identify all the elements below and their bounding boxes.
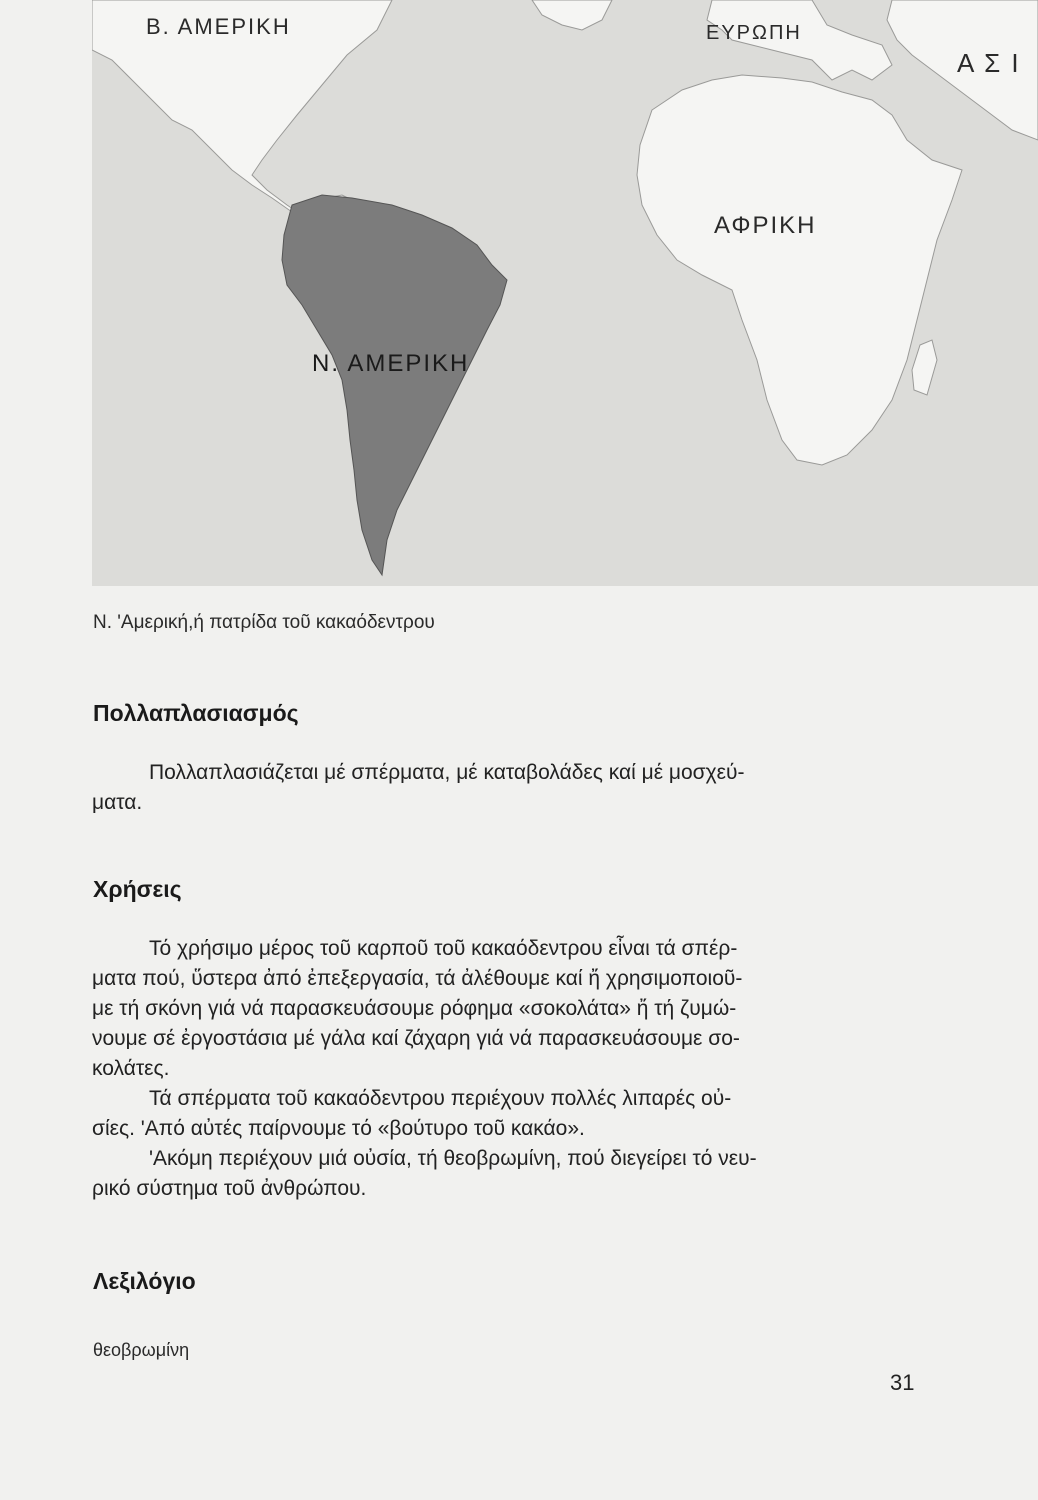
glossary-term: θεοβρωμίνη: [93, 1340, 190, 1360]
map-label-africa: ΑΦΡΙΚΗ: [714, 212, 817, 239]
section-title-propagation: Πολλαπλασιασμός: [93, 700, 299, 726]
text-line: ματα πού, ὕστερα ἀπό ἐπεξεργασία, τά ἀλέθουμε καί ἤ χρησιμοποιοῦ-: [92, 967, 743, 990]
section-title-glossary: Λεξιλόγιο: [93, 1268, 196, 1294]
map-caption: Ν. 'Αμερική,ή πατρίδα τοῦ κακαόδεντρου: [93, 612, 435, 633]
text-line: Πολλαπλασιάζεται μέ σπέρματα, μέ καταβολάδες καί μέ μοσχεύ-: [149, 761, 745, 784]
map-label-south-america: Ν. ΑΜΕΡΙΚΗ: [312, 350, 470, 377]
map-label-europe: ΕΥΡΩΠΗ: [706, 22, 802, 44]
map-label-asia: Α Σ Ι: [957, 48, 1021, 78]
map-label-north-america: Β. ΑΜΕΡΙΚΗ: [146, 14, 291, 39]
map-illustration: [92, 0, 1038, 586]
section-body-propagation: [92, 758, 919, 818]
page-number: 31: [890, 1370, 915, 1395]
text-line: Τό χρήσιμο μέρος τοῦ καρποῦ τοῦ κακαόδεντρου εἶναι τά σπέρ-: [149, 937, 738, 960]
text-line: ματα.: [92, 791, 143, 814]
world-map: [92, 0, 1038, 586]
text-line: σίες. 'Από αὐτές παίρνουμε τό «βούτυρο τοῦ κακάο».: [92, 1117, 585, 1140]
text-line: ρικό σύστημα τοῦ ἀνθρώπου.: [92, 1177, 367, 1200]
text-line: Τά σπέρματα τοῦ κακαόδεντρου περιέχουν πολλές λιπαρές οὐ-: [149, 1087, 732, 1110]
section-body-uses: [92, 934, 919, 1204]
text-line: με τή σκόνη γιά νά παρασκευάσουμε ρόφημα «σοκολάτα» ἤ τή ζυμώ-: [92, 997, 737, 1020]
text-line: κολάτες.: [92, 1057, 170, 1080]
section-title-uses: Χρήσεις: [93, 876, 182, 902]
text-line: 'Ακόμη περιέχουν μιά οὐσία, τή θεοβρωμίνη, πού διεγείρει τό νευ-: [149, 1147, 757, 1170]
text-line: νουμε σέ ἐργοστάσια μέ γάλα καί ζάχαρη γιά νά παρασκευάσουμε σο-: [92, 1027, 740, 1050]
